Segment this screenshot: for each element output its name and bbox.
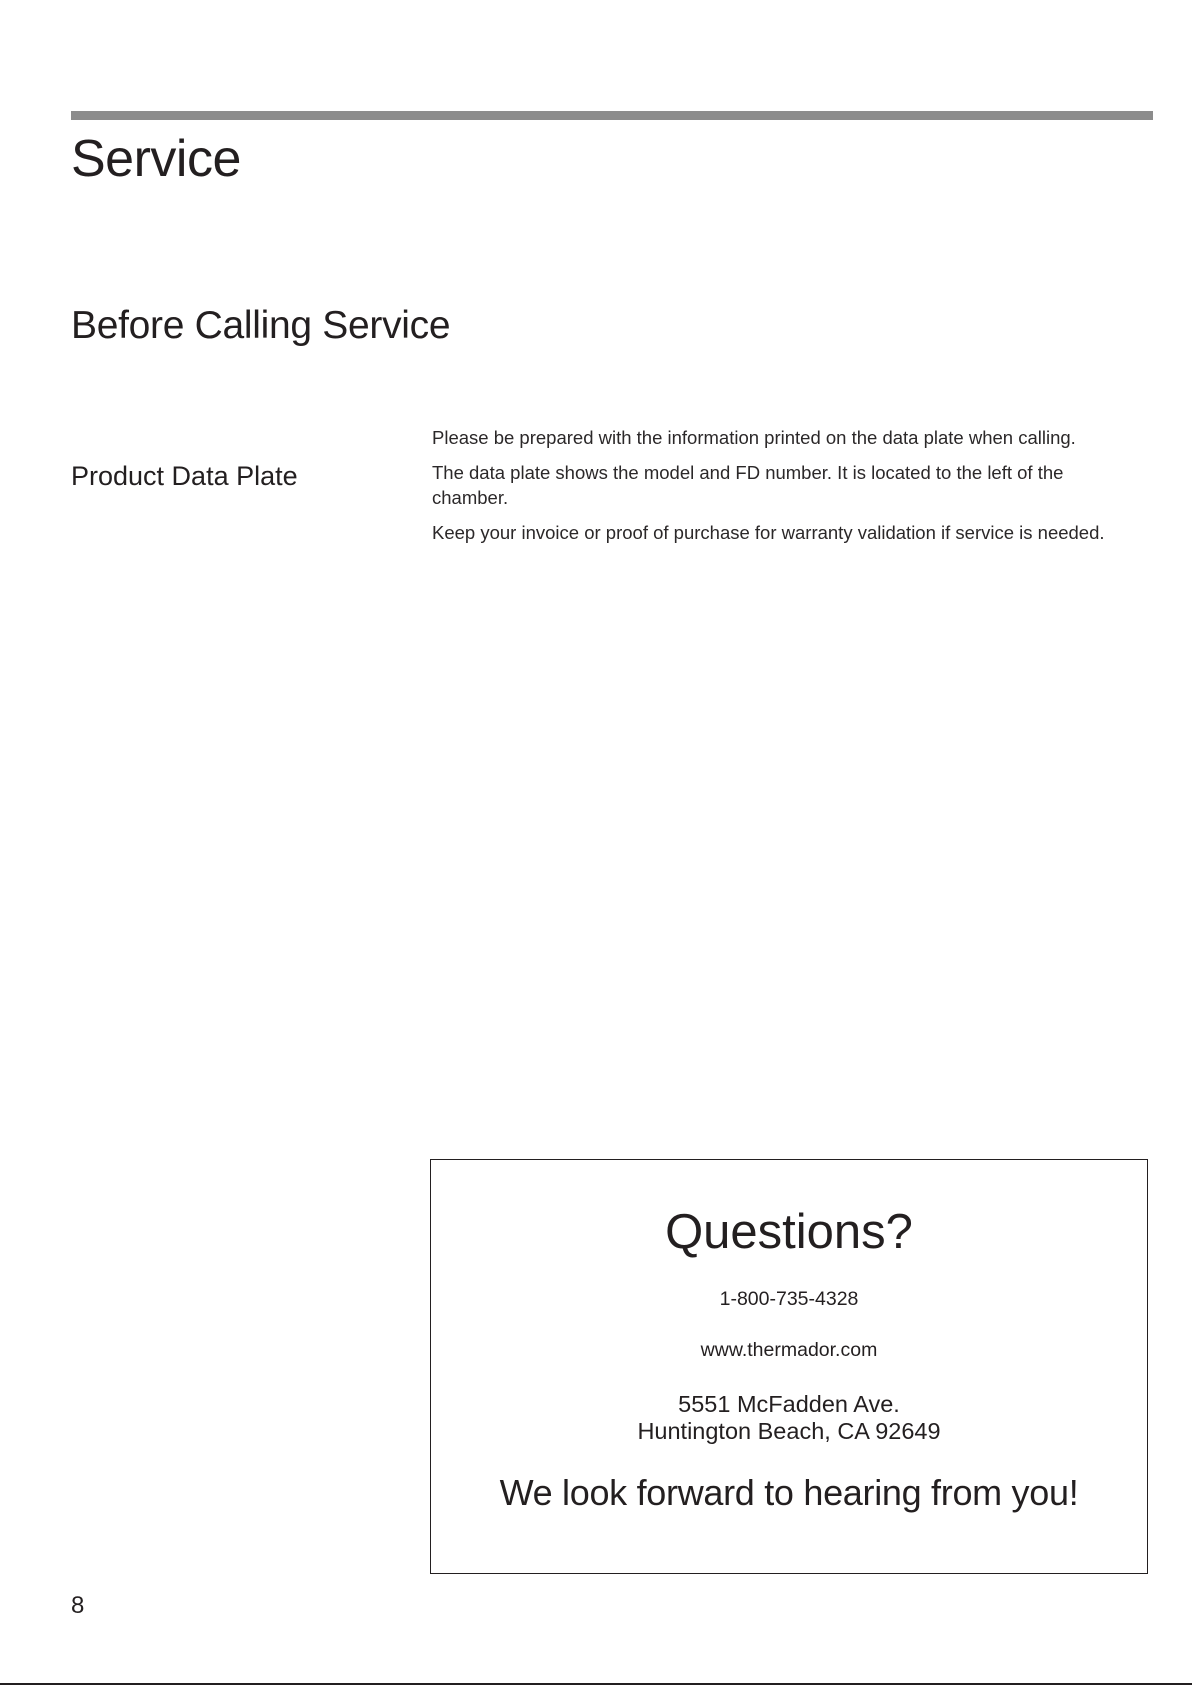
paragraph-data-plate-location: The data plate shows the model and FD number. It is located to the left of the chamber.: [432, 462, 1064, 508]
body-text-column: [432, 425, 1137, 555]
paragraph-prepare-info: Please be prepared with the information printed on the data plate when calling.: [432, 427, 1076, 448]
contact-website: www.thermador.com: [700, 1339, 878, 1362]
section-title: Before Calling Service: [71, 304, 451, 347]
page-number: 8: [71, 1592, 85, 1619]
paragraph-keep-invoice: Keep your invoice or proof of purchase for warranty validation if service is needed.: [432, 522, 1105, 543]
questions-contact-box: [430, 1159, 1148, 1574]
address-line-1: 5551 McFadden Ave.: [678, 1390, 900, 1417]
page-title: Service: [71, 130, 241, 188]
header-rule: [71, 111, 1153, 120]
contact-address: [431, 1391, 1147, 1445]
subsection-title: Product Data Plate: [71, 461, 298, 491]
questions-heading: Questions?: [665, 1205, 913, 1259]
contact-phone: 1-800-735-4328: [719, 1287, 859, 1310]
closing-message: We look forward to hearing from you!: [499, 1471, 1079, 1513]
address-line-2: Huntington Beach, CA 92649: [637, 1417, 941, 1444]
